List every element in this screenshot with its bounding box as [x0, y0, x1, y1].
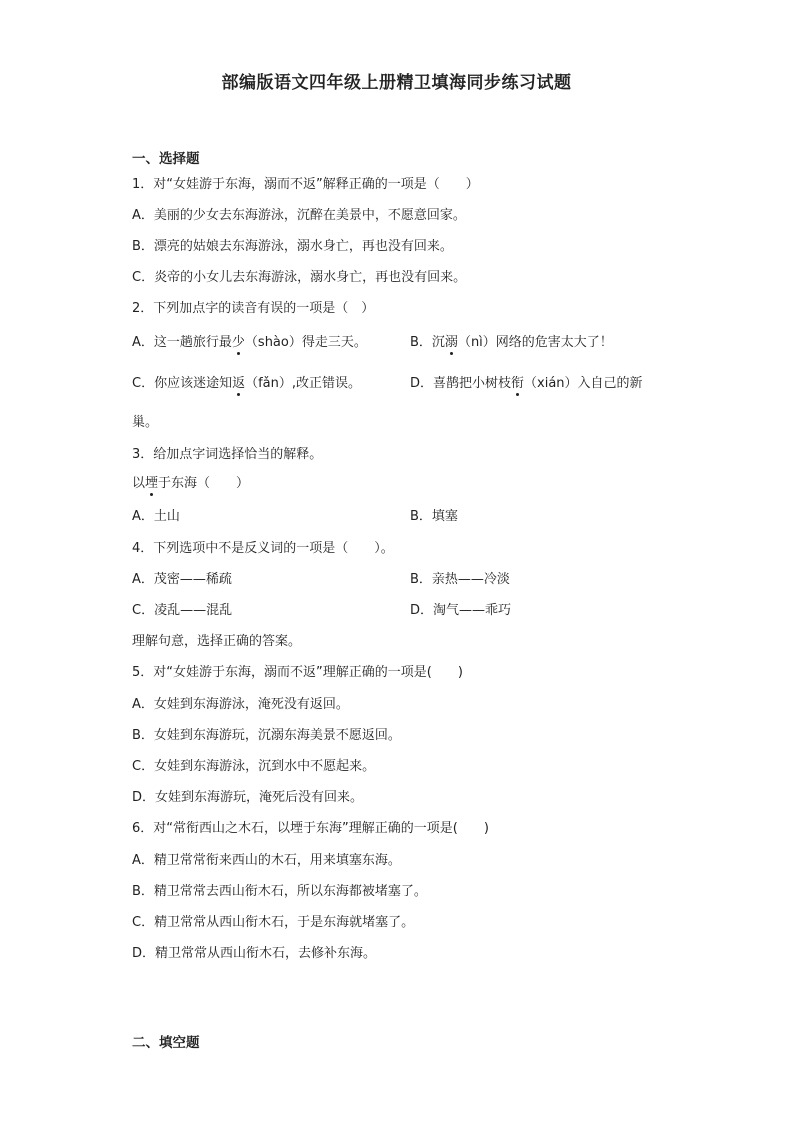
q2-c-post: （fǎn）,改正错误。	[245, 376, 362, 391]
q2-d-post: （xián）入自己的新	[524, 376, 643, 391]
q3-dotted-char: 堙	[145, 472, 158, 491]
q5-option-b: B．女娃到东海游玩，沉溺东海美景不愿返回。	[132, 728, 401, 743]
q5-stem: 5．对“女娃游于东海，溺而不返”理解正确的一项是( )	[132, 665, 463, 680]
section-heading-choice: 一、选择题	[132, 151, 200, 167]
page-title: 部编版语文四年级上册精卫填海同步练习试题	[221, 73, 572, 93]
q2-option-a	[132, 331, 367, 350]
q4-option-b: B．亲热——冷淡	[410, 572, 510, 587]
q6-option-c: C．精卫常常从西山衔木石，于是东海就堵塞了。	[132, 915, 415, 930]
q2-stem: 2．下列加点字的读音有误的一项是（ ）	[132, 301, 375, 316]
q5-option-d: D．女娃到东海游玩，淹死后没有回来。	[132, 790, 364, 805]
q2-option-d-continued: 巢。	[132, 415, 159, 430]
q2-option-c	[132, 372, 361, 391]
q2-option-b	[410, 331, 613, 350]
q3-option-a: A．土山	[132, 509, 180, 524]
q5-option-a: A．女娃到东海游泳，淹死没有返回。	[132, 697, 349, 712]
q3-ctx-post: 于东海（ ）	[158, 476, 250, 491]
q4-stem: 4．下列选项中不是反义词的一项是（ ）。	[132, 541, 394, 556]
q2-a-pre: A．这一趟旅行最	[132, 335, 232, 350]
q2-b-post: （nì）网络的危害太大了！	[457, 335, 613, 350]
q4-option-c: C．凌乱——混乱	[132, 603, 233, 618]
section-heading-fill: 二、填空题	[132, 1035, 200, 1051]
q3-option-b: B．填塞	[410, 509, 458, 524]
q4-option-d: D．淘气——乖巧	[410, 603, 512, 618]
q2-a-post: （shào）得走三天。	[244, 335, 367, 350]
q2-d-pre: D．喜鹊把小树枝	[410, 376, 512, 391]
q3-stem: 3．给加点字词选择恰当的解释。	[132, 447, 323, 462]
q2-b-dotted-char: 溺	[445, 331, 458, 350]
q2-c-dotted-char: 返	[232, 372, 245, 391]
instruction-text: 理解句意，选择正确的答案。	[132, 634, 302, 649]
q4-option-a: A．茂密——稀疏	[132, 572, 232, 587]
q6-option-a: A．精卫常常衔来西山的木石，用来填塞东海。	[132, 853, 401, 868]
q6-option-d: D．精卫常常从西山衔木石，去修补东海。	[132, 946, 377, 961]
q1-option-c: C．炎帝的小女儿去东海游泳，溺水身亡，再也没有回来。	[132, 270, 467, 285]
q3-context	[132, 472, 249, 491]
q6-option-b: B．精卫常常去西山衔木石，所以东海都被堵塞了。	[132, 884, 427, 899]
q2-b-pre: B．沉	[410, 335, 445, 350]
q2-option-d	[410, 372, 643, 391]
q1-option-a: A．美丽的少女去东海游泳，沉醉在美景中，不愿意回家。	[132, 208, 466, 223]
q3-ctx-pre: 以	[132, 476, 146, 491]
q5-option-c: C．女娃到东海游泳，沉到水中不愿起来。	[132, 759, 376, 774]
q2-a-dotted-char: 少	[232, 331, 245, 350]
q1-option-b: B．漂亮的姑娘去东海游泳，溺水身亡，再也没有回来。	[132, 239, 453, 254]
q2-c-pre: C．你应该迷途知	[132, 376, 233, 391]
q2-d-dotted-char: 衔	[511, 372, 524, 391]
q6-stem: 6．对“常衔西山之木石，以堙于东海”理解正确的一项是( )	[132, 821, 489, 836]
q1-stem: 1．对“女娃游于东海，溺而不返”解释正确的一项是（ ）	[132, 177, 479, 192]
